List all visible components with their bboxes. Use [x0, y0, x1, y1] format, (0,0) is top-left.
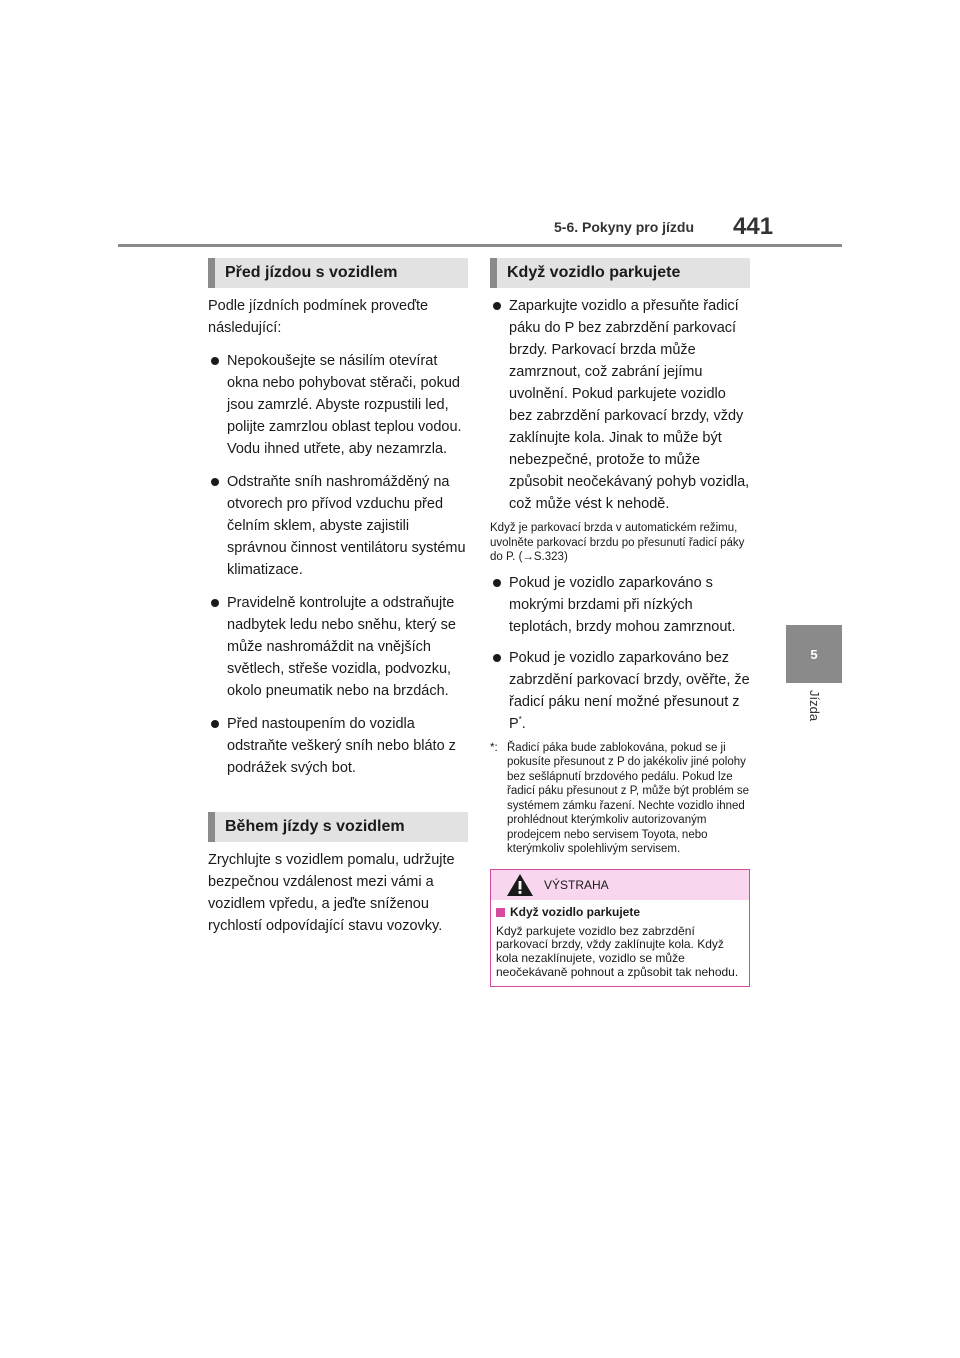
warning-header — [491, 870, 749, 900]
parking-brake-note: Když je parkovací brzda v automatickém režimu, uvolněte parkovací brzdu po přesunutí řadicí páky do P. (→S.323) — [490, 522, 745, 563]
bullet-item: Pravidelně kontrolujte a odstraňujte nadbytek ledu nebo sněhu, který se může nashromáždit na vnějších světlech, střeše vozidla, podvozku, okolo pneumatik nebo na brzdách. — [208, 592, 468, 702]
bullet-item: Pokud je vozidlo zaparkováno s mokrými brzdami při nízkých teplotách, brzdy mohou zamrznout. — [490, 572, 750, 638]
intro-text: Podle jízdních podmínek proveďte následující: — [208, 298, 429, 336]
section-heading-parking — [490, 258, 750, 288]
bullet-text: Pokud je vozidlo zaparkováno bez zabrzdění parkovací brzdy, ověřte, že řadicí páku není možné přesunout z P — [509, 649, 750, 732]
section-heading-label: Když vozidlo parkujete — [507, 264, 681, 281]
square-bullet-icon — [496, 908, 505, 917]
driving-text: Zrychlujte s vozidlem pomalu, udržujte bezpečnou vzdálenost mezi vámi a vozidlem vpředu, a jeďte sníženou rychlostí odpovídající stavu vozovky. — [208, 852, 455, 934]
footnote-mark: *: — [490, 741, 498, 754]
bullet-item: Zaparkujte vozidlo a přesuňte řadicí páku do P bez zabrzdění parkovací brzdy. Parkovací brzda může zamrznout, což zabrání jejímu uvolnění. Pokud parkujete vozidlo bez zabrzdění parkovací brzdy, vždy zaklínujte kola. Jinak to může být nebezpečné, protože to může způsobit neočekávaný pohyb vozidla, což může vést k nehodě. — [490, 295, 750, 515]
bullet-item: Odstraňte sníh nashromážděný na otvorech pro přívod vzduchu před čelním sklem, abyste zajistili správnou činnost ventilátoru systému klimatizace. — [208, 471, 468, 581]
warning-title-text: Když vozidlo parkujete — [510, 904, 641, 919]
warning-box — [490, 869, 750, 987]
header-divider — [118, 244, 842, 247]
bullet-item — [490, 647, 750, 735]
warning-text: Když parkujete vozidlo bez zabrzdění parkovací brzdy, vždy zaklínujte kola. Když kola nezaklínujete, vozidlo se může neočekávaně pohnout a způsobit tak nehodu. — [496, 923, 739, 979]
right-column — [490, 258, 750, 987]
footnote-text: Řadicí páka bude zablokována, pokud se ji pokusíte přesunout z P do jakékoliv jiné polohy bez sešlápnutí brzdového pedálu. Pokud lze řadicí páku přesunout z P, může být problém se systémem zámku řazení. Nechte vozidlo ihned prohlédnout kterýmkoliv autorizovaným prodejcem nebo servisem Toyota, nebo kterýmkoliv spolehlivým servisem. — [507, 741, 750, 855]
section-heading-before-driving — [208, 258, 468, 288]
header-section-title: 5-6. Pokyny pro jízdu — [554, 219, 695, 235]
warning-body — [491, 900, 749, 986]
warning-triangle-icon — [506, 873, 534, 897]
section-heading-while-driving — [208, 812, 468, 842]
bullet-end: . — [521, 715, 526, 732]
footnote-ref: * — [518, 714, 522, 724]
chapter-label: Jízda — [807, 690, 822, 722]
page-number: 441 — [733, 213, 774, 240]
bullet-item: Před nastoupením do vozidla odstraňte veškerý sníh nebo bláto z podrážek svých bot. — [208, 713, 468, 779]
section-heading-label: Před jízdou s vozidlem — [225, 264, 398, 281]
footnote — [490, 741, 750, 857]
chapter-number: 5 — [810, 646, 818, 662]
left-column — [208, 258, 468, 937]
bullet-item: Nepokoušejte se násilím otevírat okna nebo pohybovat stěrači, pokud jsou zamrzlé. Abyste rozpustili led, polijte zamrzlou oblast teplou vodou. Vodu ihned utřete, aby nezamrzla. — [208, 350, 468, 460]
section-heading-label: Během jízdy s vozidlem — [225, 818, 405, 835]
warning-title — [496, 905, 744, 920]
warning-label: VÝSTRAHA — [544, 877, 609, 892]
chapter-tab — [786, 625, 842, 683]
